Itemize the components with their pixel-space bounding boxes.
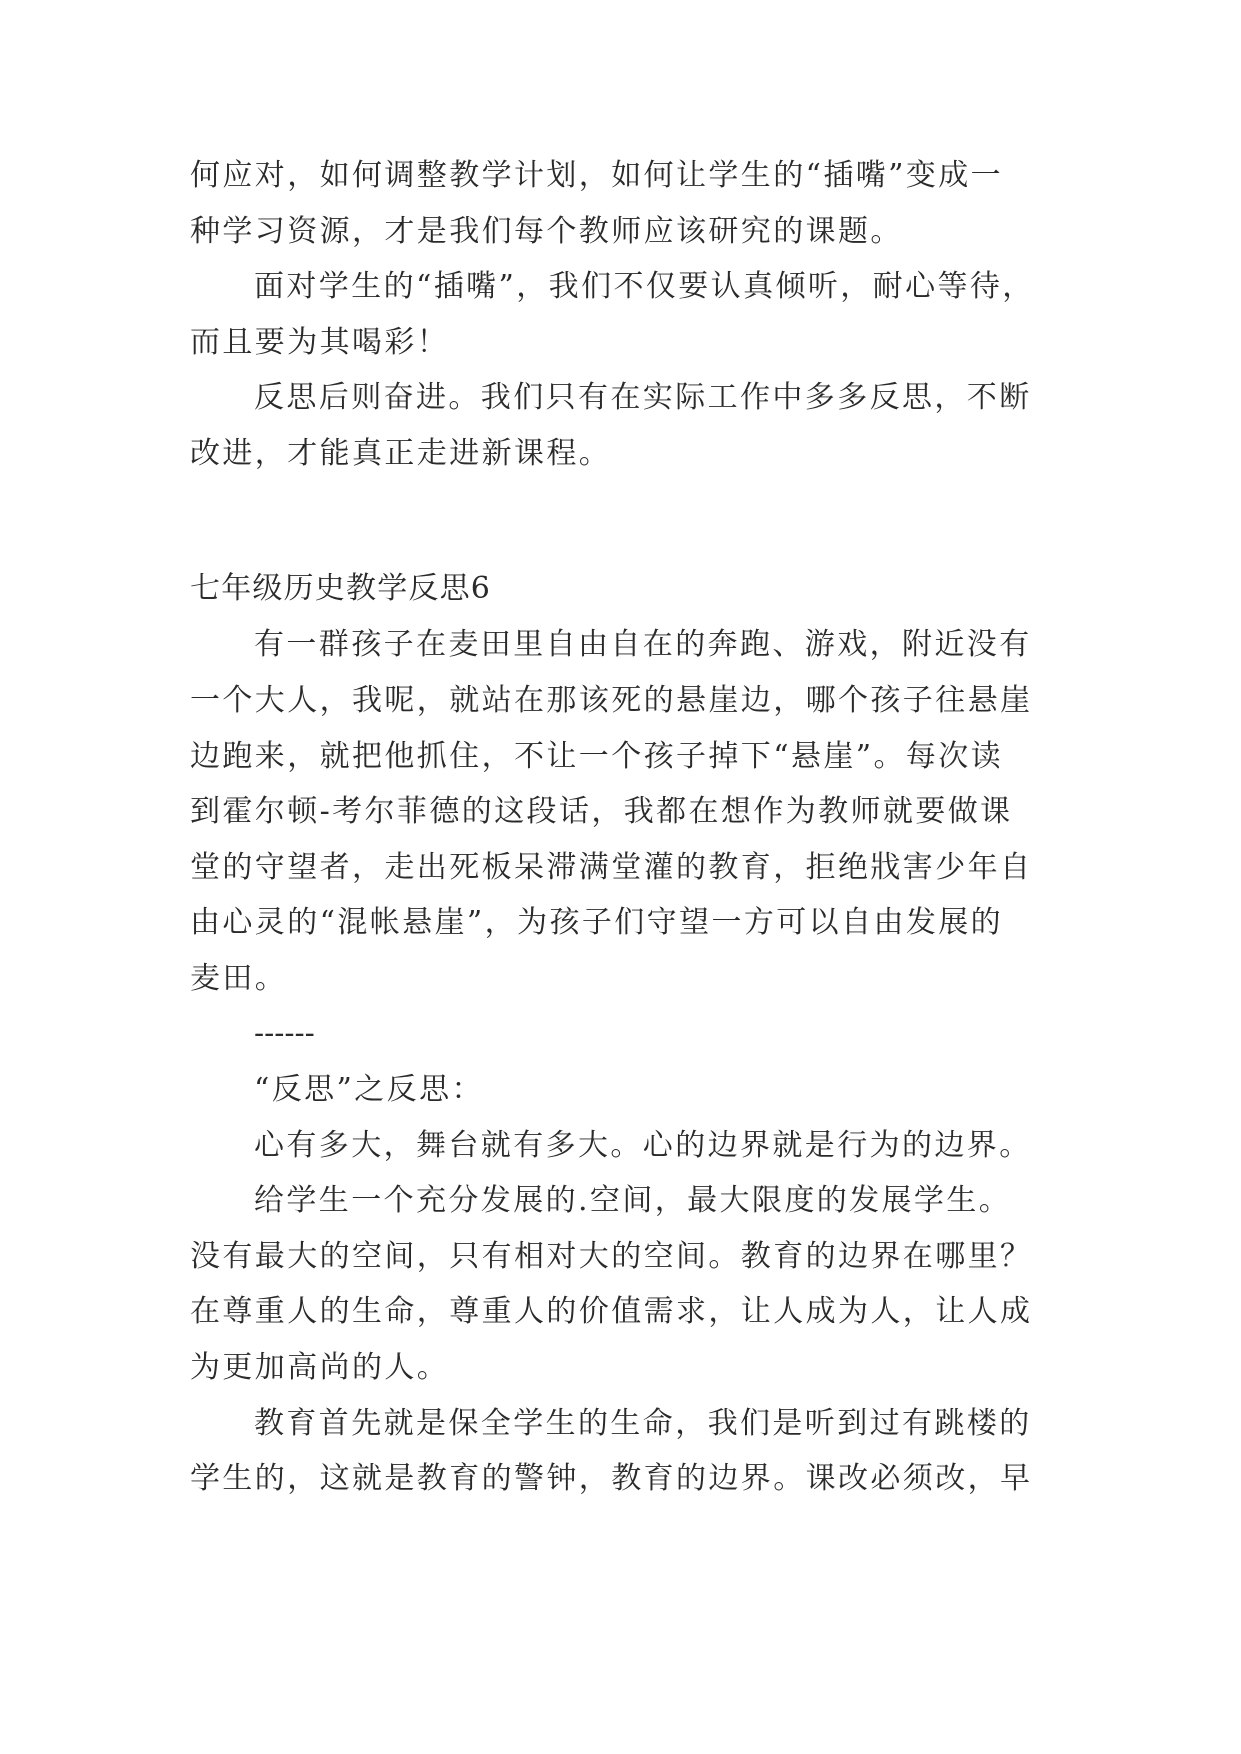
subheading: “反思”之反思：: [254, 1072, 484, 1107]
body-text-line: 学生的，这就是教育的警钟，教育的边界。课改必须改，早: [190, 1461, 1033, 1496]
paragraph-first-line: 反思后则奋进。我们只有在实际工作中多多反思，不断: [254, 380, 1032, 415]
body-text-line: 由心灵的“混帐悬崖”，为孩子们守望一方可以自由发展的: [190, 905, 1004, 940]
body-text-line: 堂的守望者，走出死板呆滞满堂灌的教育，拒绝戕害少年自: [190, 850, 1033, 885]
body-text-line: 边跑来，就把他抓住，不让一个孩子掉下“悬崖”。每次读: [190, 739, 1004, 774]
body-text-line: 麦田。: [190, 961, 288, 996]
body-text-line: 而且要为其喝彩！: [190, 325, 450, 360]
paragraph-first-line: 心有多大，舞台就有多大。心的边界就是行为的边界。: [254, 1128, 1032, 1163]
body-text-line: 种学习资源，才是我们每个教师应该研究的课题。: [190, 214, 903, 249]
paragraph-first-line: 面对学生的“插嘴”，我们不仅要认真倾听，耐心等待，: [254, 269, 1035, 304]
paragraph-first-line: 教育首先就是保全学生的生命，我们是听到过有跳楼的: [254, 1406, 1032, 1441]
paragraph-first-line: 有一群孩子在麦田里自由自在的奔跑、游戏，附近没有: [254, 627, 1032, 662]
body-text-line: 为更加高尚的人。: [190, 1350, 450, 1385]
section-title: 七年级历史教学反思6: [190, 571, 492, 606]
body-text-line: 没有最大的空间，只有相对大的空间。教育的边界在哪里？: [190, 1239, 1033, 1274]
body-text-line: 在尊重人的生命，尊重人的价值需求，让人成为人，让人成: [190, 1294, 1033, 1329]
body-text-line: 改进，才能真正走进新课程。: [190, 436, 612, 471]
separator-dashes: ------: [254, 1016, 315, 1051]
paragraph-first-line: 给学生一个充分发展的.空间，最大限度的发展学生。: [254, 1183, 1012, 1218]
body-text-line: 到霍尔顿-考尔菲德的这段话，我都在想作为教师就要做课: [190, 794, 1013, 829]
body-text-line: 一个大人，我呢，就站在那该死的悬崖边，哪个孩子往悬崖: [190, 683, 1033, 718]
body-text-line: 何应对，如何调整教学计划，如何让学生的“插嘴”变成一: [190, 158, 1004, 193]
